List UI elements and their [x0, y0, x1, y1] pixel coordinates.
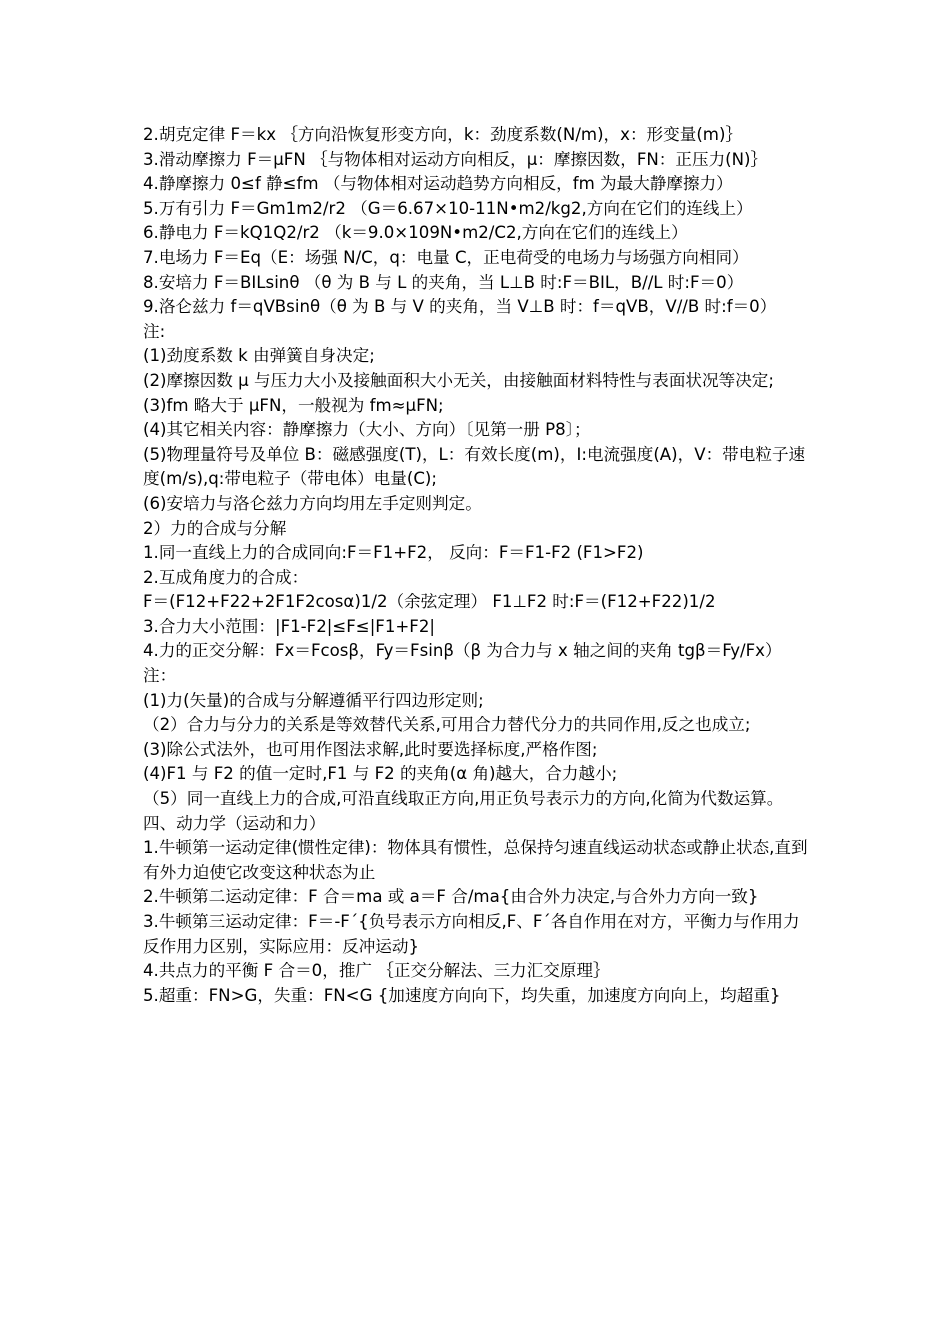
text-line: (4)其它相关内容：静摩擦力（大小、方向）〔见第一册 P8〕；: [143, 420, 591, 440]
text-line: 1.同一直线上力的合成同向:F＝F1+F2， 反向：F＝F1-F2 (F1>F2): [143, 543, 644, 563]
text-line: 3.滑动摩擦力 F＝μFN ｛与物体相对运动方向相反，μ：摩擦因数，FN：正压力(N)｝: [143, 149, 768, 169]
text-line: 7.电场力 F＝Eq（E：场强 N/C，q：电量 C，正电荷受的电场力与场强方向相同）: [143, 247, 749, 267]
text-line: (6)安培力与洛仑兹力方向均用左手定则判定。: [143, 493, 482, 513]
text-line: 9.洛仑兹力 f＝qVBsinθ（θ 为 B 与 V 的夹角，当 V⊥B 时：f＝qVB，V//B 时:f＝0）: [143, 297, 777, 317]
text-line: 6.静电力 F＝kQ1Q2/r2 （k＝9.0×109N•m2/C2,方向在它们的连线上）: [143, 223, 688, 243]
text-line: （5）同一直线上力的合成,可沿直线取正方向,用正负号表示力的方向,化简为代数运算。: [143, 789, 784, 809]
text-line: F＝(F12+F22+2F1F2cosα)1/2（余弦定理） F1⊥F2 时:F＝(F12+F22)1/2: [143, 592, 716, 612]
text-line: (1)劲度系数 k 由弹簧自身决定;: [143, 346, 375, 366]
note-heading: 注：: [143, 666, 177, 686]
text-line: 2.胡克定律 F＝kx ｛方向沿恢复形变方向，k：劲度系数(N/m)，x：形变量(m)｝: [143, 125, 743, 144]
text-line: (3)除公式法外，也可用作图法求解,此时要选择标度,严格作图;: [143, 739, 598, 759]
section-heading: 四、动力学（运动和力）: [143, 813, 326, 833]
text-line: 4.力的正交分解：Fx＝Fcosβ，Fy＝Fsinβ（β 为合力与 x 轴之间的夹角 tgβ＝Fy/Fx）: [143, 641, 782, 661]
text-line: (3)fm 略大于 μFN，一般视为 fm≈μFN;: [143, 395, 444, 415]
text-line: 5.万有引力 F＝Gm1m2/r2 （G＝6.67×10-11N•m2/kg2,方向在它们的连线上）: [143, 198, 753, 218]
text-line: (1)力(矢量)的合成与分解遵循平行四边形定则;: [143, 690, 484, 710]
text-line: (2)摩擦因数 μ 与压力大小及接触面积大小无关，由接触面材料特性与表面状况等决定;: [143, 370, 774, 390]
text-line: 4.静摩擦力 0≤f 静≤fm （与物体相对运动趋势方向相反，fm 为最大静摩擦力）: [143, 174, 733, 194]
text-line: （2）合力与分力的关系是等效替代关系,可用合力替代分力的共同作用,反之也成立;: [143, 715, 751, 735]
section-heading: 2）力的合成与分解: [143, 518, 287, 538]
text-line: 3.牛顿第三运动定律：F＝-F´{负号表示方向相反,F、F´各自作用在对方，平衡力与作用力反作用力区别，实际应用：反冲运动}: [143, 912, 800, 956]
text-line: 1.牛顿第一运动定律(惯性定律)：物体具有惯性，总保持匀速直线运动状态或静止状态,直到有外力迫使它改变这种状态为止: [143, 838, 808, 882]
text-line: 5.超重：FN>G，失重：FN<G {加速度方向向下，均失重，加速度方向向上，均超重}: [143, 985, 781, 1005]
note-heading: 注:: [143, 321, 166, 341]
text-line: 2.牛顿第二运动定律：F 合＝ma 或 a＝F 合/ma{由合外力决定,与合外力方向一致}: [143, 887, 759, 907]
text-line: 2.互成角度力的合成：: [143, 567, 309, 587]
text-line: (5)物理量符号及单位 B：磁感强度(T)，L：有效长度(m)，I:电流强度(A)，V：带电粒子速度(m/s),q:带电粒子（带电体）电量(C);: [143, 444, 806, 489]
text-line: 4.共点力的平衡 F 合＝0，推广 ｛正交分解法、三力汇交原理｝: [143, 961, 610, 981]
text-line: 8.安培力 F＝BILsinθ （θ 为 B 与 L 的夹角，当 L⊥B 时:F＝BIL，B//L 时:F＝0）: [143, 272, 744, 292]
text-body: [143, 123, 813, 1008]
text-line: 3.合力大小范围：|F1-F2|≤F≤|F1+F2|: [143, 616, 436, 636]
text-line: (4)F1 与 F2 的值一定时,F1 与 F2 的夹角(α 角)越大，合力越小;: [143, 764, 618, 784]
